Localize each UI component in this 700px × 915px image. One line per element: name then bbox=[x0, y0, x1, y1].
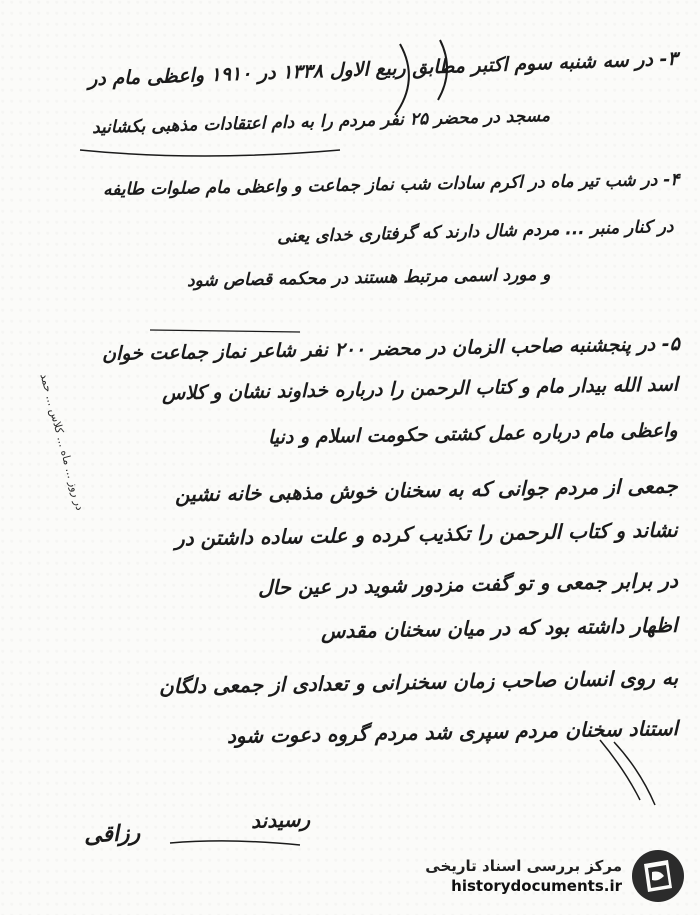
document-line: اسد الله بیدار مام و کتاب الرحمن را درباره خداوند نشان و کلاس bbox=[161, 373, 679, 405]
document-line: واعظی مام درباره عمل کشتی حکومت اسلام و دنیا bbox=[268, 419, 679, 449]
signature: رزاقی bbox=[83, 820, 141, 849]
document-line: استناد سخنان مردم سپری شد مردم گروه دعوت شود bbox=[226, 716, 679, 748]
document-line: ۴- در شب تیر ماه در اکرم سادات شب نماز جماعت و واعظی مام صلوات طایفه bbox=[103, 169, 681, 201]
watermark-title: مرکز بررسی اسناد تاریخی bbox=[425, 857, 622, 875]
document-line: مسجد در محضر ۲۵ نفر مردم را به دام اعتقادات مذهبی بکشانید bbox=[91, 106, 551, 138]
document-line: جمعی از مردم جوانی که به سخنان خوش مذهبی خانه نشین bbox=[175, 473, 679, 507]
watermark bbox=[416, 845, 686, 907]
margin-note-left: در روز ... ماه ... کلاس ... حمد bbox=[37, 372, 87, 512]
document-line: ۵- در پنجشنبه صاحب الزمان در محضر ۲۰۰ نفر شاعر نماز جماعت خوان bbox=[101, 332, 681, 366]
document-line: در برابر جمعی و تو گفت مزدور شوید در عین حال bbox=[257, 568, 679, 600]
document-line: به روی انسان صاحب زمان سخنرانی و تعدادی از جمعی دلگان bbox=[158, 665, 679, 699]
document-line: ۳- در سه شنبه سوم اکتبر مطابق ربیع الاول ۱۳۳۸ در ۱۹۱۰ واعظی مام در bbox=[87, 47, 679, 91]
document-line: اظهار داشته بود که در میان سخنان مقدس bbox=[321, 612, 679, 644]
watermark-text bbox=[425, 857, 622, 895]
archive-logo-icon bbox=[630, 848, 686, 904]
document-line: رسیدند bbox=[250, 806, 311, 834]
document-line: در کنار منبر ... مردم شال دارند که گرفتاری خدای یعنی bbox=[277, 216, 675, 248]
watermark-url: historydocuments.ir bbox=[451, 877, 622, 895]
document-line: نشاند و کتاب الرحمن را تکذیب کرده و علت ساده داشتن در bbox=[175, 517, 679, 551]
document-line: و مورد اسمی مرتبط هستند در محکمه قصاص شود bbox=[186, 264, 551, 292]
